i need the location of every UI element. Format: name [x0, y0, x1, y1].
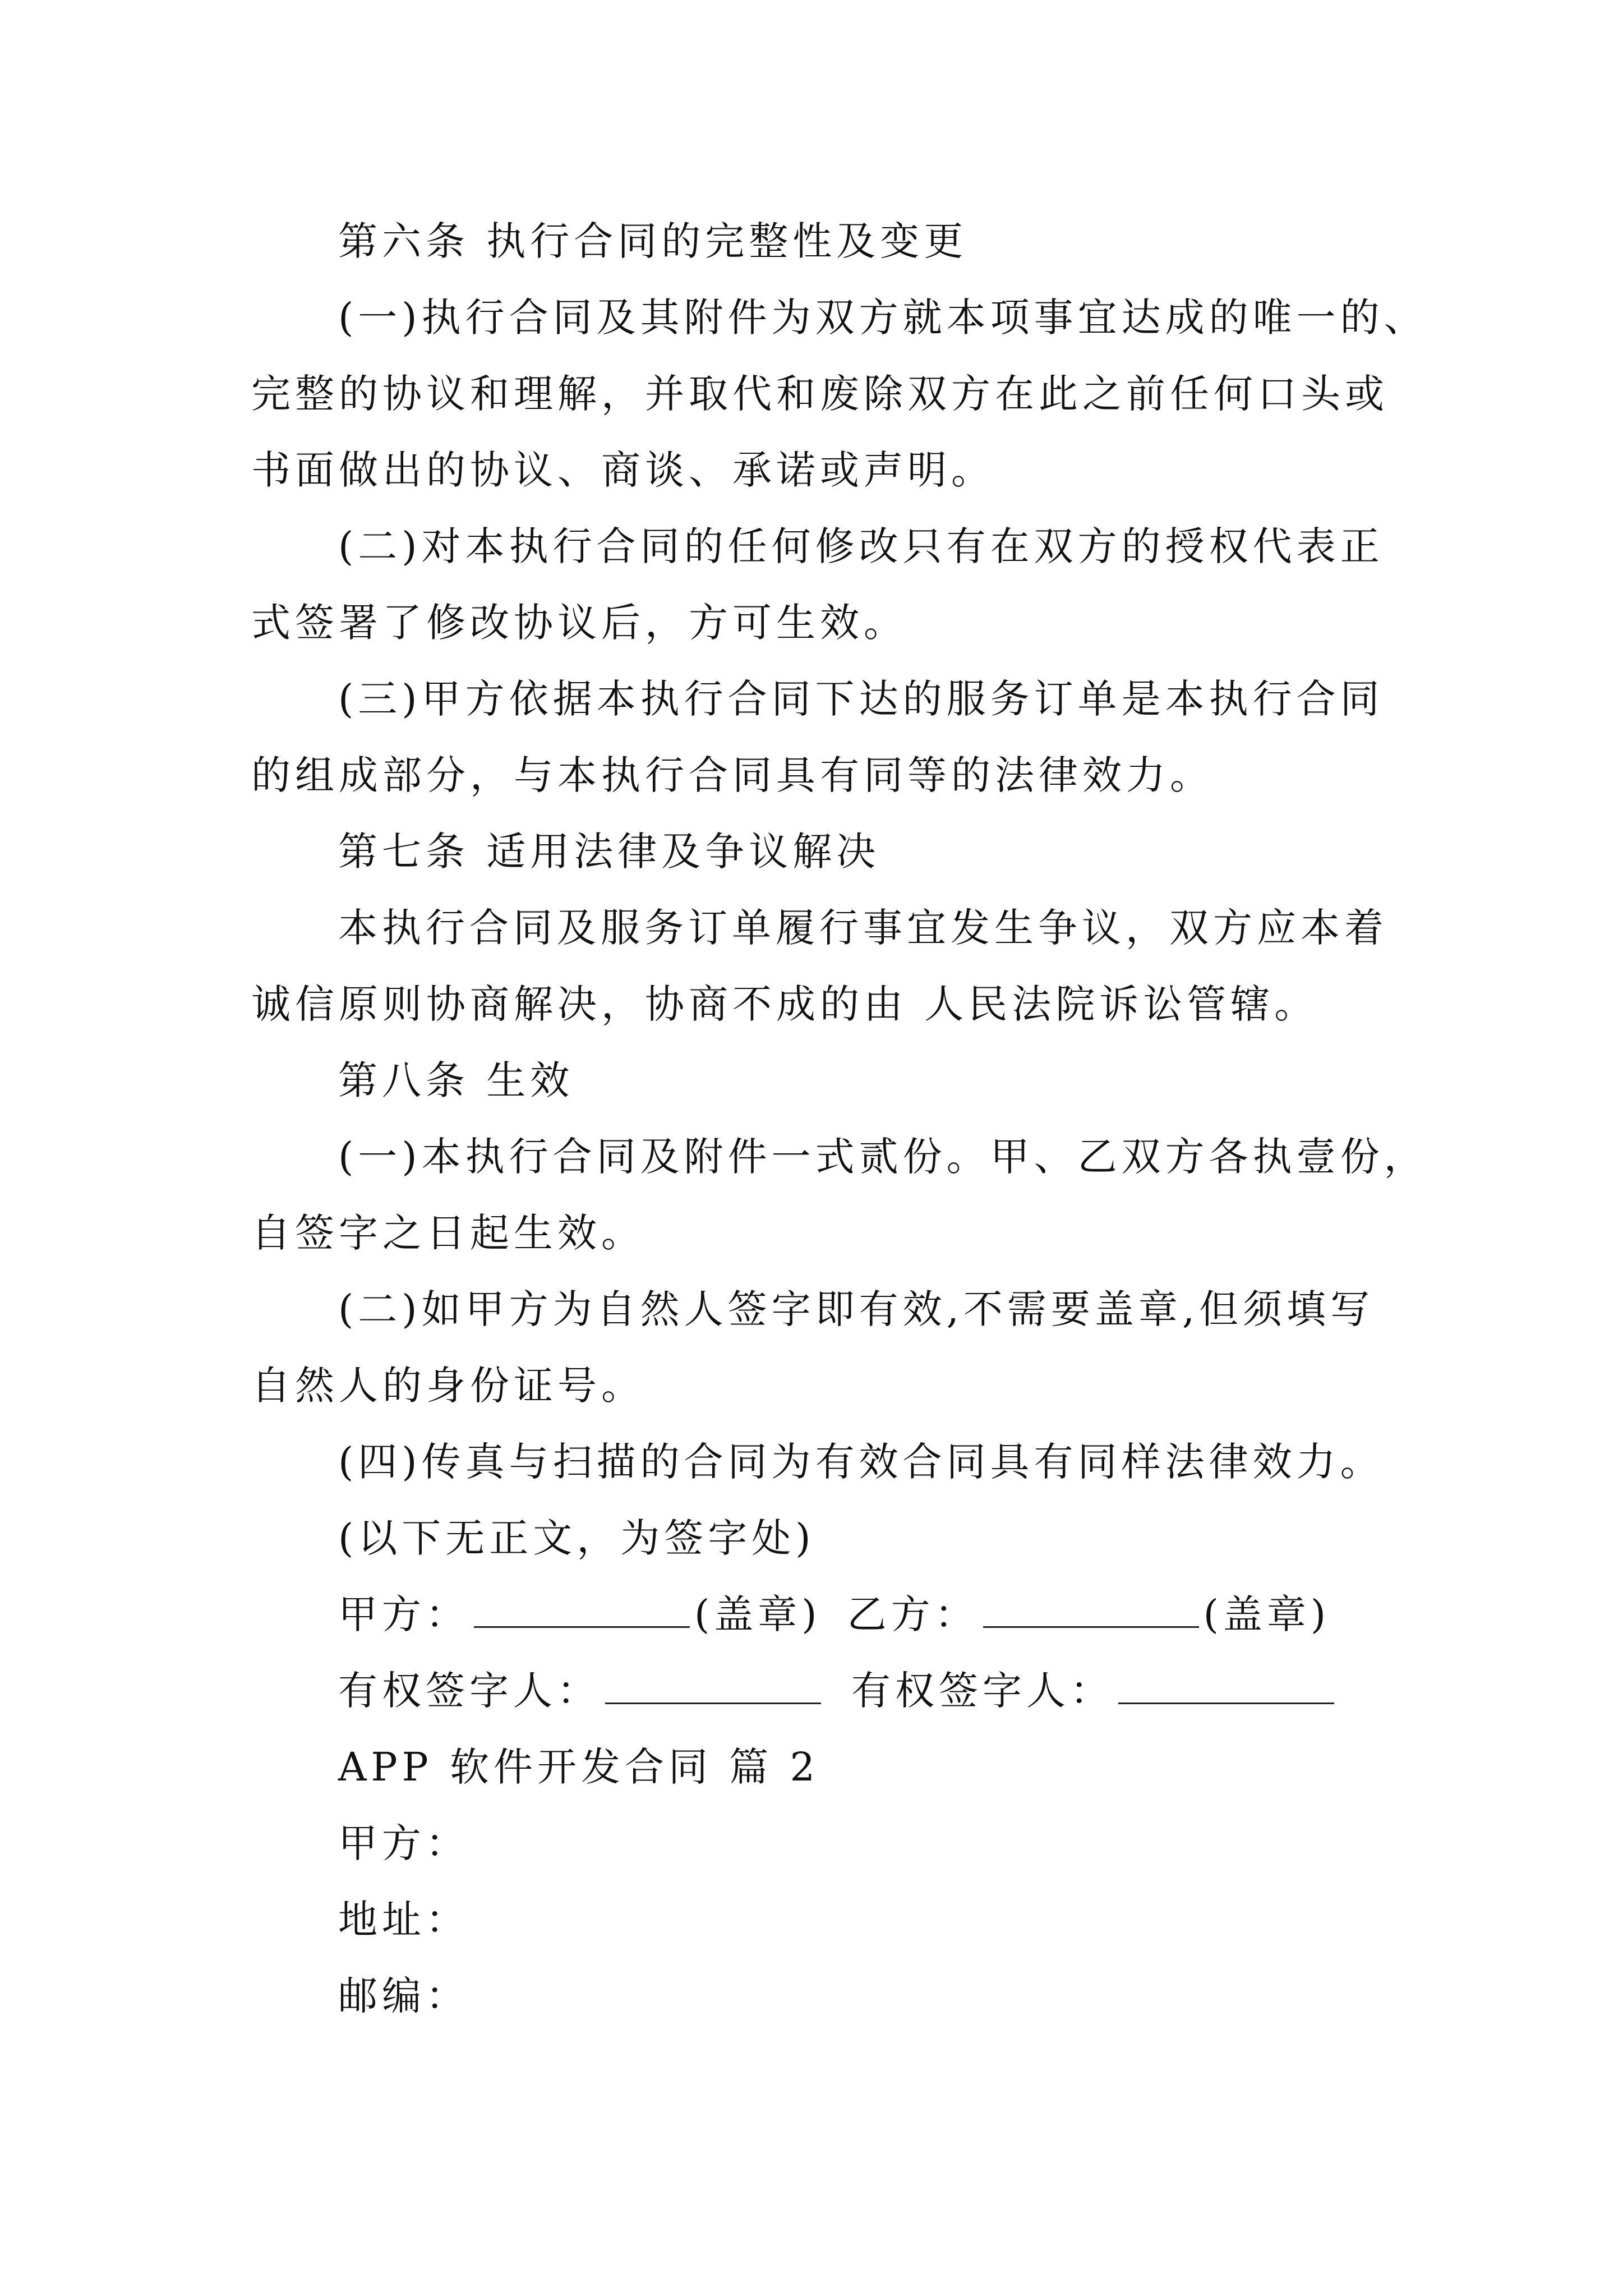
article-8-item-4: (四)传真与扫描的合同为有效合同具有同样法律效力。 [338, 1439, 1384, 1485]
article-8-heading: 第八条 生效 [338, 1057, 574, 1103]
article-8-item-2-line-1: (二)如甲方为自然人签字即有效,不需要盖章,但须填写 [338, 1286, 1375, 1332]
part-2-party-a-label: 甲方： [338, 1820, 469, 1866]
article-6-item-1-line-2: 完整的协议和理解，并取代和废除双方在此之前任何口头或 [251, 371, 1389, 417]
party-a-blank [474, 1590, 690, 1628]
party-a-label: 甲方： [338, 1591, 469, 1637]
party-a-seal-label: (盖章) [694, 1591, 822, 1637]
article-6-item-2-line-2: 式签署了修改协议后，方可生效。 [251, 600, 907, 646]
party-signature-row [338, 1588, 1330, 1641]
party-b-blank [983, 1590, 1199, 1628]
article-8-item-1-line-2: 自签字之日起生效。 [251, 1210, 645, 1256]
signer-a-label: 有权签字人： [338, 1668, 601, 1714]
article-6-item-3-line-1: (三)甲方依据本执行合同下达的服务订单是本执行合同 [338, 676, 1384, 722]
part-2-title: APP 软件开发合同 篇 2 [338, 1744, 820, 1790]
article-6-heading: 第六条 执行合同的完整性及变更 [338, 218, 968, 264]
article-7-paragraph-line-1: 本执行合同及服务订单履行事宜发生争议，双方应本着 [338, 905, 1388, 951]
article-7-heading: 第七条 适用法律及争议解决 [338, 829, 880, 875]
closing-note: (以下无正文，为签字处) [338, 1515, 815, 1561]
party-b-label: 乙方： [847, 1591, 979, 1637]
authorized-signer-row [338, 1664, 1339, 1718]
party-b-seal-label: (盖章) [1203, 1591, 1331, 1637]
article-6-item-1-line-1: (一)执行合同及其附件为双方就本项事宜达成的唯一的、 [338, 295, 1428, 341]
article-6-item-2-line-1: (二)对本执行合同的任何修改只有在双方的授权代表正 [338, 523, 1384, 569]
signer-b-blank [1118, 1667, 1334, 1704]
article-8-item-2-line-2: 自然人的身份证号。 [251, 1363, 645, 1409]
article-8-item-1-line-1: (一)本执行合同及附件一式贰份。甲、乙双方各执壹份， [338, 1134, 1428, 1180]
part-2-address-label: 地址： [338, 1897, 469, 1943]
part-2-postcode-label: 邮编： [338, 1973, 469, 2019]
signer-a-blank [605, 1667, 821, 1704]
signer-b-label: 有权签字人： [851, 1668, 1114, 1714]
article-7-paragraph-line-2: 诚信原则协商解决，协商不成的由 人民法院诉讼管辖。 [251, 981, 1318, 1027]
article-6-item-3-line-2: 的组成部分，与本执行合同具有同等的法律效力。 [251, 752, 1214, 798]
article-6-item-1-line-3: 书面做出的协议、商谈、承诺或声明。 [251, 447, 995, 493]
